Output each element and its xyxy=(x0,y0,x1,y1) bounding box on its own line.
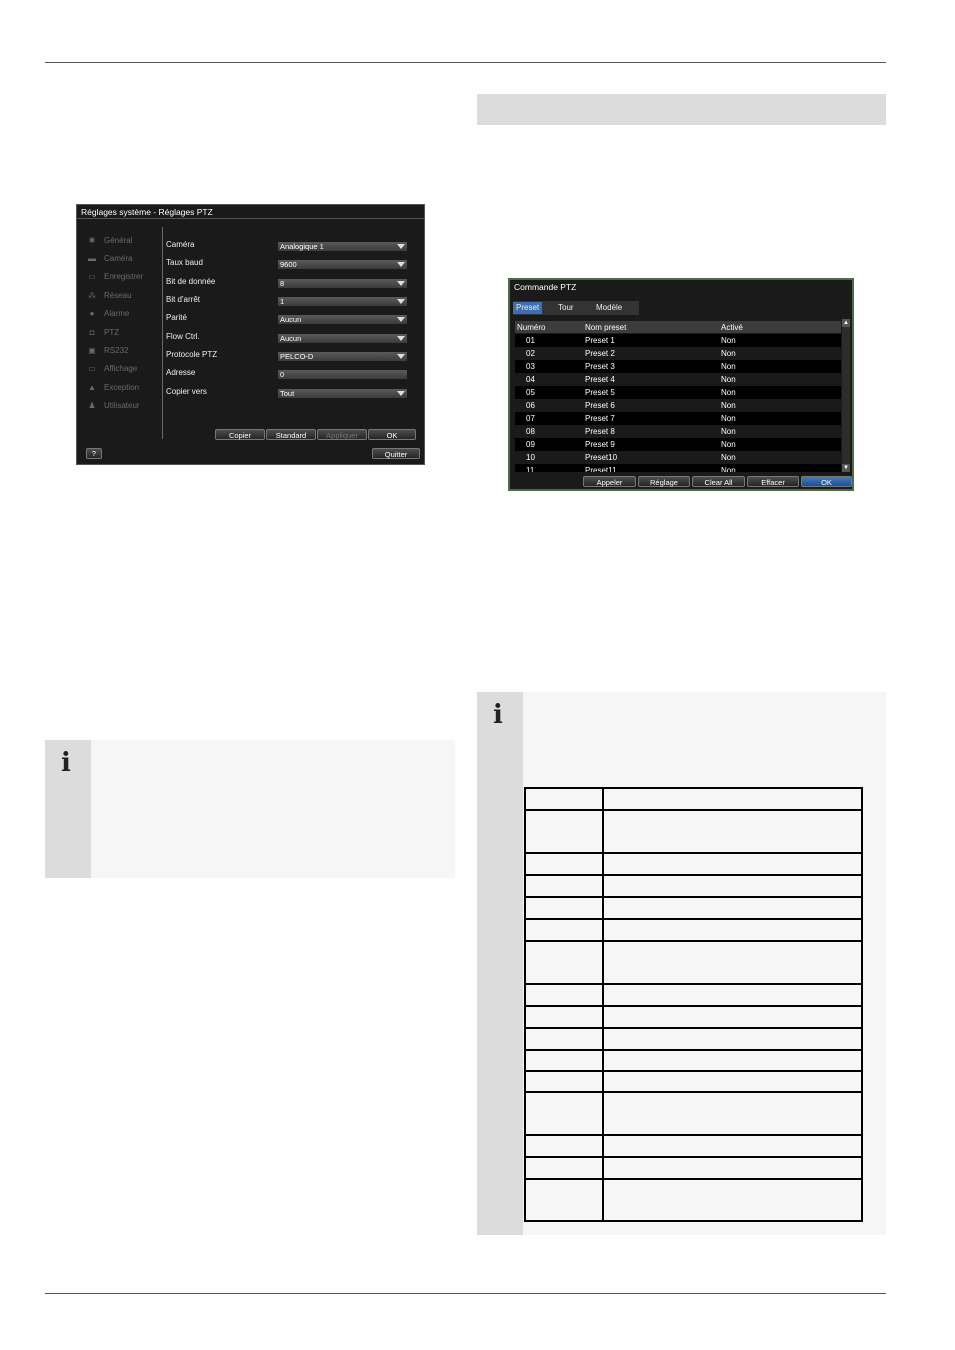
help-icon[interactable]: ? xyxy=(86,448,102,459)
table-row xyxy=(525,1179,862,1221)
preset-number: 04 xyxy=(526,375,535,384)
nav-label: PTZ xyxy=(104,327,120,337)
preset-name: Preset 5 xyxy=(585,388,615,397)
nav-item-user[interactable] xyxy=(87,397,159,415)
field-value: Tout xyxy=(280,389,295,398)
bottom-rule xyxy=(45,1293,886,1294)
preset-enabled: Non xyxy=(721,401,736,410)
preset-enabled: Non xyxy=(721,453,736,462)
delete-button[interactable]: Effacer xyxy=(747,476,799,487)
title-divider xyxy=(77,218,424,219)
nav-item-network[interactable] xyxy=(87,286,159,304)
table-row xyxy=(525,853,862,875)
preset-number: 08 xyxy=(526,427,535,436)
nav-item-general[interactable] xyxy=(87,231,159,249)
table-header xyxy=(515,321,841,333)
table-row xyxy=(525,984,862,1006)
nav-item-exception[interactable] xyxy=(87,378,159,396)
preset-number: 02 xyxy=(526,349,535,358)
info-note-keys xyxy=(477,692,886,1235)
field-value: 1 xyxy=(280,297,285,306)
field-label: Bit d'arrêt xyxy=(166,295,200,304)
table-row xyxy=(525,1028,862,1050)
preset-number: 01 xyxy=(526,336,535,345)
field-row-parity xyxy=(166,313,408,325)
preset-row[interactable] xyxy=(515,386,841,399)
nav-item-ptz[interactable] xyxy=(87,323,159,341)
nav-label: Enregistrer xyxy=(104,272,144,282)
info-icon: i xyxy=(61,748,71,778)
field-row-stopbit xyxy=(166,295,408,307)
preset-name: Preset 4 xyxy=(585,375,615,384)
tab-bar xyxy=(513,301,639,315)
standard-button[interactable]: Standard xyxy=(266,429,316,440)
field-value: 9600 xyxy=(280,260,297,269)
table-row xyxy=(525,919,862,941)
preset-enabled: Non xyxy=(721,466,736,472)
preset-enabled: Non xyxy=(721,375,736,384)
table-row xyxy=(525,897,862,919)
ptz-protocol-select[interactable] xyxy=(278,352,407,361)
scroll-up-icon[interactable]: ▲ xyxy=(843,320,849,326)
field-row-copyto xyxy=(166,387,408,399)
field-label: Caméra xyxy=(166,240,195,249)
column-header: Activé xyxy=(721,323,743,332)
info-sidebar xyxy=(477,692,523,1235)
rs232-icon: ▣ xyxy=(88,346,96,356)
preset-enabled: Non xyxy=(721,440,736,449)
copy-button[interactable]: Copier xyxy=(215,429,265,440)
preset-enabled: Non xyxy=(721,388,736,397)
preset-row[interactable] xyxy=(515,334,841,347)
nav-item-rs232[interactable] xyxy=(87,341,159,359)
call-button[interactable]: Appeler xyxy=(583,476,636,487)
preset-row[interactable] xyxy=(515,360,841,373)
preset-row[interactable] xyxy=(515,373,841,386)
table-row xyxy=(525,1157,862,1179)
tab-tour[interactable]: Tour xyxy=(558,303,574,312)
chevron-down-icon xyxy=(397,281,405,286)
preset-enabled: Non xyxy=(721,336,736,345)
preset-name: Preset 7 xyxy=(585,414,615,423)
field-value: Aucun xyxy=(280,334,302,343)
setting-button[interactable]: Réglage xyxy=(638,476,690,487)
window-title: Réglages système - Réglages PTZ xyxy=(81,207,213,217)
warning-icon: ▲ xyxy=(88,382,96,392)
field-label: Bit de donnée xyxy=(166,277,216,286)
monitor-icon: ▭ xyxy=(88,364,96,374)
tab-model[interactable]: Modèle xyxy=(596,303,623,312)
preset-name: Preset 1 xyxy=(585,336,615,345)
table-row xyxy=(525,788,862,810)
field-row-protocol xyxy=(166,350,408,362)
nav-item-record[interactable] xyxy=(87,268,159,286)
preset-row[interactable] xyxy=(515,399,841,412)
table-row xyxy=(525,1092,862,1135)
preset-name: Preset 2 xyxy=(585,349,615,358)
table-row xyxy=(525,1135,862,1157)
baud-rate-select[interactable] xyxy=(278,260,407,269)
field-label: Taux baud xyxy=(166,258,203,267)
table-row xyxy=(525,1006,862,1028)
ptz-icon: ◘ xyxy=(89,327,95,337)
settings-nav xyxy=(87,231,159,415)
chevron-down-icon xyxy=(397,317,405,322)
info-icon: i xyxy=(493,700,503,730)
preset-name: Preset 8 xyxy=(585,427,615,436)
nav-label: Exception xyxy=(104,382,140,392)
field-value: PELCO-D xyxy=(280,352,314,361)
address-input[interactable] xyxy=(278,370,407,379)
apply-button[interactable]: Appliquer xyxy=(317,429,367,440)
field-value: 8 xyxy=(280,279,285,288)
table-row xyxy=(525,875,862,897)
info-note xyxy=(45,740,455,878)
section-header-bar xyxy=(477,94,886,125)
preset-row[interactable] xyxy=(515,425,841,438)
ptz-command-screen xyxy=(508,278,854,491)
field-row-flowctrl xyxy=(166,332,408,344)
data-bit-select[interactable] xyxy=(278,279,407,288)
nav-label: Utilisateur xyxy=(104,401,140,411)
scrollbar[interactable] xyxy=(842,319,850,472)
flow-ctrl-select[interactable] xyxy=(278,334,407,343)
chevron-down-icon xyxy=(397,244,405,249)
preset-number: 05 xyxy=(526,388,535,397)
chevron-down-icon xyxy=(397,391,405,396)
preset-number: 03 xyxy=(526,362,535,371)
field-label: Copier vers xyxy=(166,387,207,396)
field-label: Parité xyxy=(166,313,187,322)
field-row-address xyxy=(166,368,408,380)
field-value: 0 xyxy=(280,370,285,379)
preset-enabled: Non xyxy=(721,362,736,371)
chevron-down-icon xyxy=(397,262,405,267)
top-rule xyxy=(45,62,886,63)
key-table xyxy=(524,787,863,1222)
field-value: Analogique 1 xyxy=(280,242,324,251)
nav-item-alarm[interactable] xyxy=(87,305,159,323)
column-header: Numéro xyxy=(517,323,546,332)
nav-label: RS232 xyxy=(104,346,129,356)
table-row xyxy=(525,810,862,853)
ok-button[interactable]: OK xyxy=(801,476,852,487)
column-header: Nom preset xyxy=(585,323,627,332)
preset-name: Preset 6 xyxy=(585,401,615,410)
tab-preset[interactable]: Preset xyxy=(513,302,542,314)
nav-label: Général xyxy=(104,235,133,245)
field-row-camera xyxy=(166,240,408,252)
clear-all-button[interactable]: Clear All xyxy=(692,476,745,487)
table-row xyxy=(525,1050,862,1071)
nav-item-display[interactable] xyxy=(87,360,159,378)
field-label: Protocole PTZ xyxy=(166,350,218,359)
preset-number: 11 xyxy=(526,466,535,472)
nav-label: Affichage xyxy=(104,364,138,374)
window-title: Commande PTZ xyxy=(514,282,577,292)
record-icon: ▭ xyxy=(88,272,96,282)
quit-button[interactable]: Quitter xyxy=(372,448,420,459)
preset-number: 07 xyxy=(526,414,535,423)
preset-name: Preset 3 xyxy=(585,362,615,371)
camera-icon: ▬ xyxy=(88,254,96,264)
nav-item-camera[interactable] xyxy=(87,249,159,267)
chevron-down-icon xyxy=(397,354,405,359)
preset-row[interactable] xyxy=(515,451,841,464)
preset-enabled: Non xyxy=(721,414,736,423)
preset-enabled: Non xyxy=(721,427,736,436)
nav-label: Réseau xyxy=(104,290,132,300)
field-value: Aucun xyxy=(280,315,302,324)
gear-icon: ✱ xyxy=(88,235,96,245)
copy-to-select[interactable] xyxy=(278,389,407,398)
preset-name: Preset11 xyxy=(585,466,617,472)
alarm-icon: ● xyxy=(89,309,95,319)
nav-divider xyxy=(162,227,163,439)
camera-select[interactable] xyxy=(278,242,407,251)
preset-number: 10 xyxy=(526,453,535,462)
field-label: Flow Ctrl. xyxy=(166,332,200,341)
network-icon: ⁂ xyxy=(88,290,96,300)
table-row xyxy=(525,1071,862,1092)
chevron-down-icon xyxy=(397,299,405,304)
preset-name: Preset10 xyxy=(585,453,618,462)
user-icon: ♟ xyxy=(88,401,96,411)
preset-row[interactable] xyxy=(515,347,841,360)
preset-enabled: Non xyxy=(721,349,736,358)
field-row-baud xyxy=(166,258,408,270)
parity-select[interactable] xyxy=(278,315,407,324)
stop-bit-select[interactable] xyxy=(278,297,407,306)
preset-row[interactable] xyxy=(515,412,841,425)
field-label: Adresse xyxy=(166,368,196,377)
scroll-down-icon[interactable]: ▼ xyxy=(843,465,849,471)
preset-row[interactable] xyxy=(515,438,841,451)
preset-row[interactable] xyxy=(515,464,841,472)
nav-label: Alarme xyxy=(104,309,130,319)
field-row-databit xyxy=(166,277,408,289)
ok-button[interactable]: OK xyxy=(368,429,416,440)
table-row xyxy=(525,941,862,984)
nav-label: Caméra xyxy=(104,254,133,264)
preset-name: Preset 9 xyxy=(585,440,615,449)
preset-number: 06 xyxy=(526,401,535,410)
chevron-down-icon xyxy=(397,336,405,341)
ptz-settings-screen xyxy=(76,204,425,465)
preset-number: 09 xyxy=(526,440,535,449)
